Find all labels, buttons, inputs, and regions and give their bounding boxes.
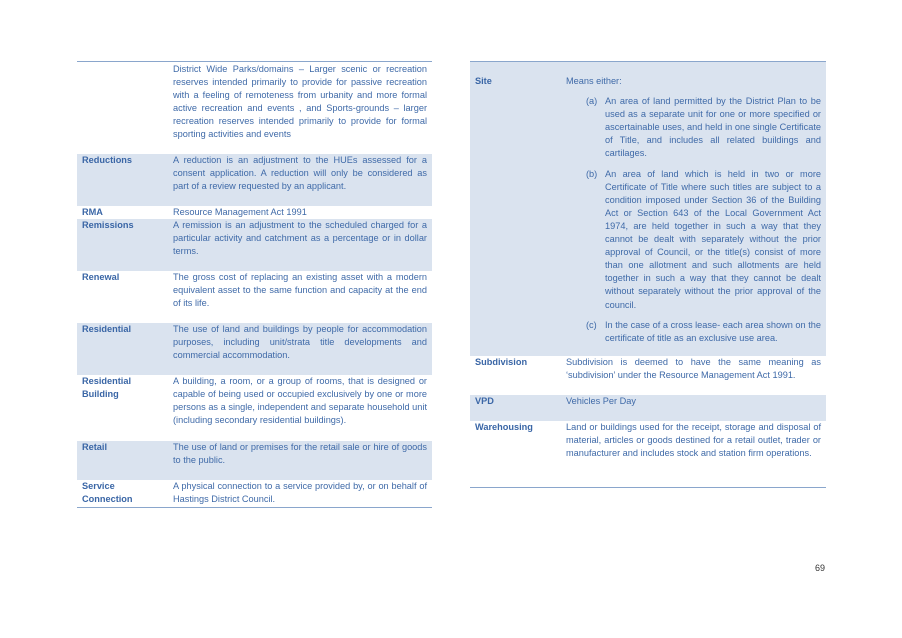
glossary-term: Service Connection [82, 481, 133, 505]
glossary-row-renewal [77, 271, 432, 323]
glossary-term: Remissions [82, 220, 134, 230]
site-lead-text: Means either: [566, 76, 622, 86]
glossary-definition: The gross cost of replacing an existing asset with a modern equivalent asset to the same function and capacity at the end of its life. [173, 272, 427, 309]
glossary-row-reductions [77, 154, 432, 206]
glossary-row-parks-continued [77, 62, 432, 154]
list-marker: (a) [586, 96, 598, 107]
glossary-term: Residential Building [82, 376, 132, 400]
glossary-row-warehousing [470, 421, 826, 487]
glossary-term: Subdivision [475, 357, 528, 367]
list-marker: (b) [586, 168, 598, 179]
list-item-text: In the case of a cross lease- each area shown on the certificate of title as an exclusive use area. [605, 319, 821, 343]
glossary-term: VPD [475, 396, 494, 406]
glossary-definition: A remission is an adjustment to the scheduled charged for a particular activity and catchment as a percentage or in dollar terms. [173, 220, 427, 257]
right-glossary-table [470, 61, 826, 488]
glossary-row-subdivision [470, 356, 826, 395]
site-list-item-b [566, 168, 821, 312]
glossary-definition: The use of land and buildings by people for accommodation purposes, including unit/strata title developments and commercial accommodation. [173, 324, 427, 361]
glossary-definition: Resource Management Act 1991 [173, 207, 307, 217]
glossary-term: Reductions [82, 155, 133, 165]
list-marker: (c) [586, 319, 597, 330]
glossary-definition: A physical connection to a service provided by, or on behalf of Hastings District Council. [173, 481, 427, 505]
list-item-text: An area of land which is held in two or more Certificate of Title where such titles are subject to a condition imposed under Section 36 of the Building Act or Section 643 of the Local Government Act 1974, are held together in such a way that they cannot be dealt with separately without the prior approval of Council, or the title(s) consist of more than one allotment and such allotments are held together in such a way that they cannot be dealt without separately without the prior approval of the council. [605, 168, 821, 310]
site-list-item-c [566, 319, 821, 345]
glossary-term: Renewal [82, 272, 120, 282]
list-item-text: An area of land permitted by the District Plan to be used as a separate unit for one or more specified or ascertainable uses, and held in one single Certificate of Title, and includes all related buildings and cartilages. [605, 96, 821, 159]
glossary-definition: Land or buildings used for the receipt, storage and disposal of material, articles or goods destined for a retail outlet, trader or manufacturer and includes stock and station firm operations. [566, 422, 821, 459]
glossary-definition: District Wide Parks/domains – Larger scenic or recreation reserves intended primarily to provide for passive recreation with a feeling of remoteness from urbanity and more formal active recreation and events , and Sports-grounds – larger recreation reserves intended primarily to provide for formal sporting activities and events [173, 64, 427, 140]
glossary-term: Warehousing [475, 422, 533, 432]
glossary-row-vpd [470, 395, 826, 421]
glossary-term: Site [475, 76, 492, 86]
glossary-row-rma [77, 206, 432, 219]
glossary-row-remissions [77, 219, 432, 271]
glossary-definition: A building, a room, or a group of rooms, that is designed or capable of being used or occupied exclusively by one or more persons as a single, independent and separate household unit (including secondary residential buildings). [173, 376, 427, 426]
site-list-item-a [566, 95, 821, 160]
glossary-row-retail [77, 441, 432, 480]
glossary-row-site [470, 62, 826, 356]
glossary-row-residential-building [77, 375, 432, 441]
page-number: 69 [815, 563, 826, 573]
glossary-term: RMA [82, 207, 103, 217]
glossary-term: Residential [82, 324, 132, 334]
glossary-row-service-connection [77, 480, 432, 507]
glossary-definition: Vehicles Per Day [566, 396, 636, 406]
left-glossary-table [77, 61, 432, 508]
glossary-definition [566, 75, 821, 345]
glossary-term: Retail [82, 442, 108, 452]
glossary-definition: The use of land or premises for the retail sale or hire of goods to the public. [173, 442, 427, 466]
glossary-row-residential [77, 323, 432, 375]
glossary-definition: A reduction is an adjustment to the HUEs assessed for a consent application. A reduction will only be considered as part of a review requested by an applicant. [173, 155, 427, 192]
glossary-definition: Subdivision is deemed to have the same meaning as ‘subdivision’ under the Resource Management Act 1991. [566, 357, 821, 381]
